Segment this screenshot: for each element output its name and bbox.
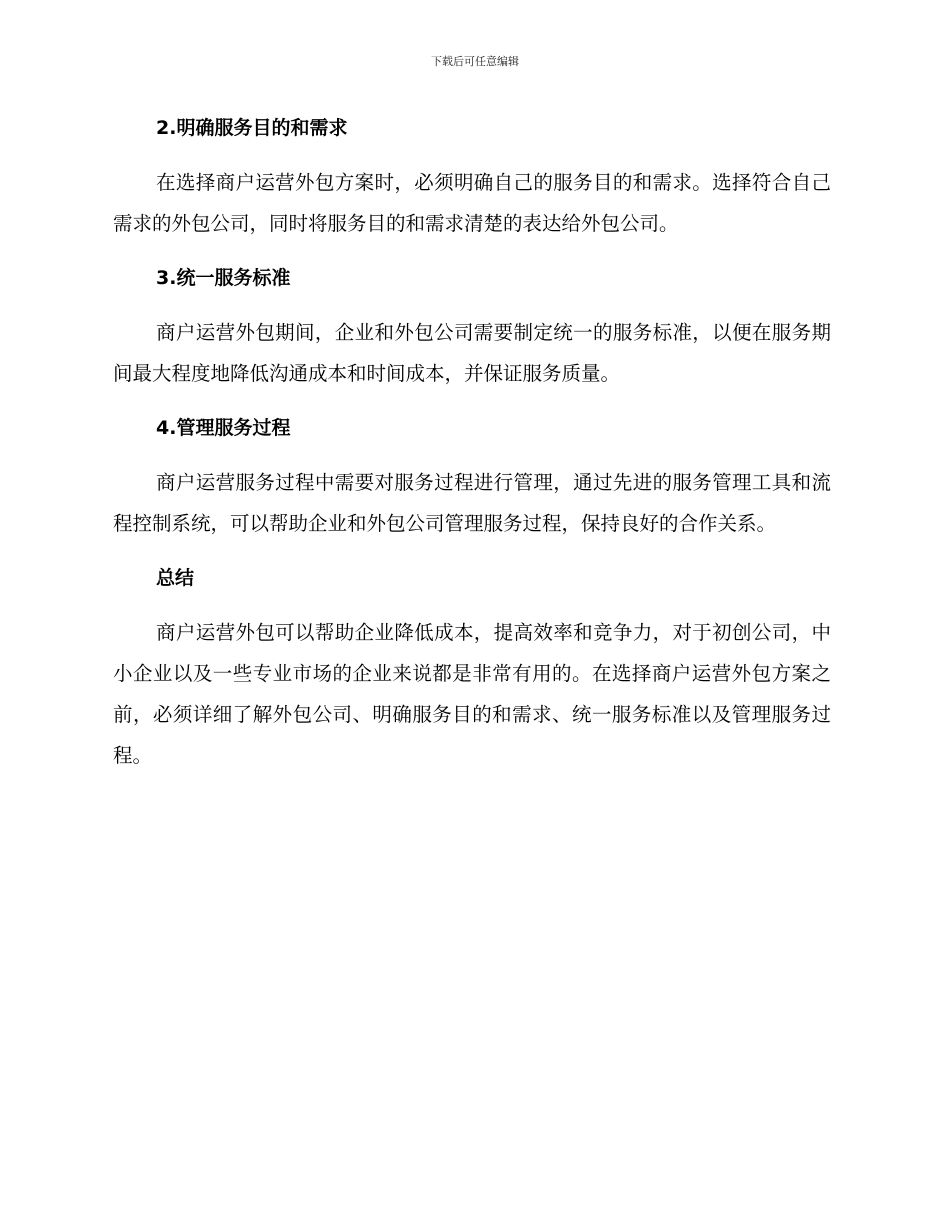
- page-header: 下载后可任意编辑: [431, 55, 519, 68]
- section-heading-service-goals: 2.明确服务目的和需求: [156, 117, 348, 139]
- section-paragraph-process-management: 商户运营服务过程中需要对服务过程进行管理，通过先进的服务管理工具和流程控制系统，可以帮助企业和外包公司管理服务过程，保持良好的合作关系。: [113, 471, 831, 535]
- section-heading-process-management: 4.管理服务过程: [156, 417, 291, 439]
- section-paragraph-service-goals: 在选择商户运营外包方案时，必须明确自己的服务目的和需求。选择符合自己需求的外包公司，同时将服务目的和需求清楚的表达给外包公司。: [113, 171, 831, 235]
- section-heading-summary: 总结: [156, 567, 195, 589]
- section-paragraph-summary: 商户运营外包可以帮助企业降低成本，提高效率和竞争力，对于初创公司，中小企业以及一些专业市场的企业来说都是非常有用的。在选择商户运营外包方案之前，必须详细了解外包公司、明确服务目的和需求、统一服务标准以及管理服务过程。: [113, 621, 831, 767]
- section-heading-service-standards: 3.统一服务标准: [156, 267, 291, 289]
- section-paragraph-service-standards: 商户运营外包期间，企业和外包公司需要制定统一的服务标准，以便在服务期间最大程度地降低沟通成本和时间成本，并保证服务质量。: [113, 321, 831, 385]
- document-body: [113, 108, 831, 790]
